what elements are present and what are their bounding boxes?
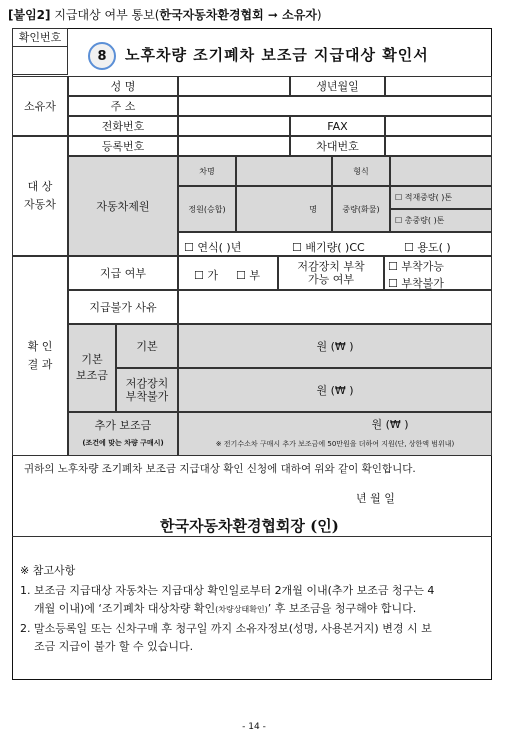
owner-name-field[interactable] [178, 76, 290, 96]
eligibility-label: 지급 여부 [68, 256, 178, 290]
load-weight-checkbox[interactable]: ☐ 적재중량( )톤 [390, 186, 492, 209]
owner-phone-label: 전화번호 [68, 116, 178, 136]
eligibility-options [178, 256, 278, 290]
owner-phone-field[interactable] [178, 116, 290, 136]
usage-checkbox[interactable]: ☐ 용도( ) [404, 241, 451, 254]
vehicle-reg-field[interactable] [178, 136, 290, 156]
extra-subsidy-cell [68, 412, 178, 456]
year-checkbox[interactable]: ☐ 연식( )년 [184, 241, 242, 254]
extra-amount-cell [178, 412, 492, 456]
vehicle-reg-label: 등록번호 [68, 136, 178, 156]
device-impossible-checkbox[interactable]: ☐ 부착불가 [388, 277, 444, 290]
note-item-2-line-1: 2. 말소등록일 또는 신차구매 후 청구일 까지 소유자정보(성명, 사용본거지) 변경 시 보 [20, 622, 432, 635]
document-header [8, 5, 322, 25]
device-not-attachable-label: 저감장치 부착불가 [116, 368, 178, 412]
extra-amount-field[interactable]: 원 (₩ ) [371, 417, 409, 431]
confirm-number-label: 확인번호 [12, 28, 68, 47]
page-number: - 14 - [242, 722, 266, 732]
owner-birth-field[interactable] [385, 76, 492, 96]
owner-fax-label: FAX [290, 116, 385, 136]
header-direction: 한국자동차환경협회 ➞ 소유자 [159, 8, 317, 22]
number-badge: 8 [88, 42, 116, 70]
owner-birth-label: 생년월일 [290, 76, 385, 96]
result-section-label: 확 인 결 과 [12, 256, 68, 456]
note-item-1-line-1: 1. 보조금 지급대상 자동차는 지급대상 확인일로부터 2개월 이내(추가 보조금 청구는 4 [20, 584, 435, 597]
gross-weight-checkbox[interactable]: ☐ 총중량( )톤 [390, 209, 492, 232]
extra-note: ※ 전기수소차 구매시 추가 보조금에 50만원을 더하여 지원(단, 상한액 범위내) [215, 439, 455, 448]
note-item-2-line-2: 조금 지급이 불가 할 수 있습니다. [34, 640, 194, 653]
reason-label: 지급불가 사유 [68, 290, 178, 324]
device-possible-checkbox[interactable]: ☐ 부착가능 [388, 260, 444, 273]
confirmation-date[interactable]: 년 월 일 [356, 492, 395, 505]
device-question-label: 저감장치 부착 가능 여부 [278, 256, 384, 290]
header-close: ) [316, 8, 322, 22]
confirmation-statement: 귀하의 노후차량 조기폐차 보조금 지급대상 확인 신청에 대하여 위와 같이 확인합니다. [24, 463, 416, 475]
vehicle-vin-label: 차대번호 [290, 136, 385, 156]
form-title: 노후차량 조기폐차 보조금 지급대상 확인서 [125, 46, 429, 64]
basic-subsidy-label: 기본 보조금 [68, 324, 116, 412]
vehicle-section-label: 대 상 자동차 [12, 136, 68, 256]
vehicle-spec-label: 자동차제원 [68, 156, 178, 256]
owner-section-label: 소유자 [12, 76, 68, 136]
vehicle-vin-field[interactable] [385, 136, 492, 156]
note-item-1-line-2: 개월 이내)에 ‘조기폐차 대상차량 확인(차량상태확인)’ 후 보조금을 청구해야 합니다. [34, 602, 417, 615]
owner-fax-field[interactable] [385, 116, 492, 136]
basic-label: 기본 [116, 324, 178, 368]
capacity-label: 정원(승합) [178, 186, 236, 232]
confirm-number-value[interactable] [12, 47, 68, 75]
weight-label: 중량(화물) [332, 186, 390, 232]
basic-amount-field[interactable]: 원 (₩ ) [178, 324, 492, 368]
signer: 한국자동차환경협회장 (인) [160, 517, 339, 535]
owner-name-label: 성 명 [68, 76, 178, 96]
car-name-field[interactable] [236, 156, 332, 186]
extra-subsidy-label: 추가 보조금 [94, 418, 152, 432]
header-text: 지급대상 여부 통보( [50, 8, 160, 22]
notes-title: ※ 참고사항 [20, 564, 76, 577]
attachment-tag: [붙임2] [8, 8, 51, 22]
model-label: 형식 [332, 156, 390, 186]
reason-field[interactable] [178, 290, 492, 324]
eligibility-no-checkbox[interactable]: ☐ 부 [236, 269, 260, 282]
owner-address-field[interactable] [178, 96, 492, 116]
capacity-field[interactable]: 명 [236, 186, 332, 232]
device-amount-field[interactable]: 원 (₩ ) [178, 368, 492, 412]
displacement-checkbox[interactable]: ☐ 배기량( )CC [292, 241, 365, 254]
divider [12, 536, 492, 537]
model-field[interactable] [390, 156, 492, 186]
eligibility-yes-checkbox[interactable]: ☐ 가 [194, 269, 218, 282]
owner-address-label: 주 소 [68, 96, 178, 116]
extra-condition-label: (조건에 맞는 차량 구매시) [82, 438, 164, 447]
car-name-label: 차명 [178, 156, 236, 186]
